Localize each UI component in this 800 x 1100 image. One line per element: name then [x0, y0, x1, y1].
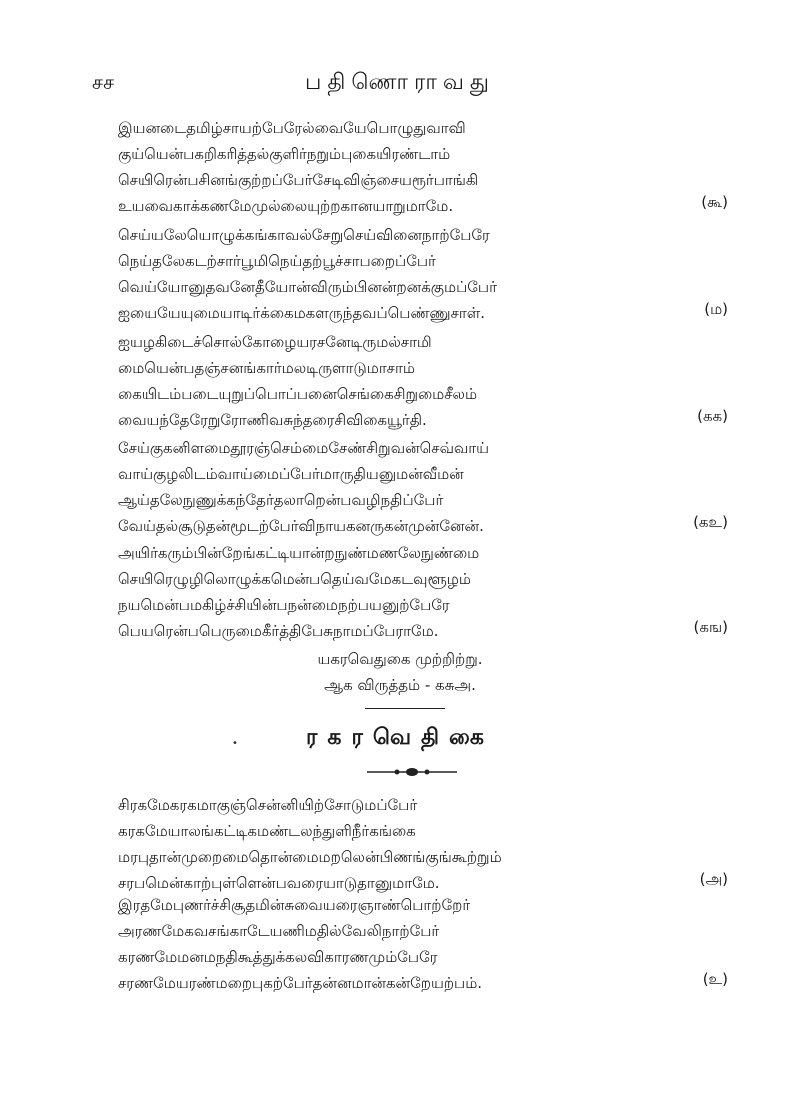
verse-line: வாய்குழலிடம்வாய்மைப்பேர்மாருதியனுமன்வீமன்	[118, 465, 464, 483]
verse	[118, 222, 728, 326]
page-header	[0, 70, 800, 100]
verse-line: செயிரென்பசினங்குற்றப்பேர்சேடிவிஞ்சையரூர்பாங்கி	[118, 171, 479, 189]
page-number: சச	[92, 70, 115, 94]
verse-number: (கங)	[693, 618, 728, 636]
verse-line: உயவைகாக்கணமேமுல்லையுற்றகானயாறுமாமே.	[118, 197, 454, 215]
section-title: ரகரவெதிகை	[306, 725, 494, 750]
verse-line: பெயரென்பபெருமைகீர்த்திபேசுநாமப்பேராமே.	[118, 622, 439, 640]
verse-line: கையிடம்படையுறுப்பொப்பனைசெங்கைசிறுமைசீலம்	[118, 385, 478, 403]
verse-line: நயமென்பமகிழ்ச்சியின்பநன்மைநற்பயனுற்பேரே	[118, 596, 450, 614]
verse-line: செயிரெழுழிலொழுக்கமென்பதெய்வமேகடவுளூழம்	[118, 570, 471, 588]
verse-line: செய்யலேயொழுக்கங்காவல்சேறுசெய்வினைநாற்பேரே	[118, 226, 490, 244]
verse-line: வெய்யோனுதவனேதீயோன்விரும்பினன்றனக்குமப்பேர்	[118, 278, 497, 296]
verse-line: சரபமென்காற்புள்ளென்பவரையாடுதானுமாமே.	[118, 874, 440, 892]
verse-line: வையந்தேரேறுரோணிவசுந்தரைசிவிகையூர்தி.	[118, 411, 427, 429]
bullet-dot: •	[232, 738, 238, 749]
verse-number: (கக)	[697, 407, 728, 425]
verse	[118, 115, 728, 219]
verse-line: மையென்பதஞ்சனங்கார்மலடிருளாடுமாசாம்	[118, 359, 415, 377]
verse-line: அரணமேகவசங்காடேயணிமதில்வேலிநாற்பேர்	[118, 922, 440, 940]
verse-line: கரணமேமனமநதிகூத்துக்கலவிகாரணமும்பேரே	[118, 948, 438, 966]
verse-line: சேய்குகனிளமைதூரஞ்செம்மைசேண்சிறுவன்செவ்வாய்	[118, 439, 490, 457]
running-title: பதிணொராவது	[305, 70, 495, 95]
colophon-end: யகரவெதுகை முற்றிற்று.	[317, 650, 483, 668]
colophon-verse-count: ஆக விருத்தம் - கசுஅ.	[324, 676, 476, 694]
verse-line: அயிர்கரும்பின்றேங்கட்டியான்றநுண்மணலேநுண்மை	[118, 544, 480, 562]
verse	[118, 792, 728, 896]
verse-line: நெய்தலேகடற்சார்பூமிநெய்தற்பூச்சாபறைப்பேர்	[118, 252, 436, 270]
verse-number: (ம)	[704, 300, 728, 318]
ornament-divider	[367, 765, 457, 779]
verse-number: (கூ)	[701, 193, 728, 211]
verse-line: ஆய்தலேநுணுக்கந்தேர்தலாறென்பவழிநதிப்பேர்	[118, 491, 444, 509]
verse	[118, 540, 728, 644]
verse-line: வேய்தல்சூடுதன்மூடற்பேர்விநாயகனருகன்முன்னேன்.	[118, 517, 484, 535]
verse-line: குய்யென்பகறிகரித்தல்குளிர்நறும்புகையிரண்டாம்	[118, 145, 451, 163]
verse-number: (அ)	[699, 870, 728, 888]
verse-line: ஐயழகிடைச்சொல்கோழையரசனேடிருமல்சாமி	[118, 333, 432, 351]
verse-line: இரதமேபுணர்ச்சிசூதமின்சுவையரைஞாண்பொற்றேர்	[118, 896, 471, 914]
verse-line: இயனடைதமிழ்சாயற்பேரேல்வையேபொழுதுவாவி	[118, 119, 466, 137]
verse-line: சரணமேயரண்மறைபுகற்பேர்தன்னமான்கன்றேயற்பம்.	[118, 974, 483, 992]
verse-line: சிரகமேகரகமாகுஞ்சென்னியிற்சோடுமப்பேர்	[118, 796, 418, 814]
divider-rule	[365, 708, 445, 709]
verse-line: மரபுதான்முறைமைதொன்மைமறலென்பிணங்குங்கூற்றும்	[118, 848, 502, 866]
verse-line: ஐயையேயுமையாடிர்க்கைமகளருந்தவப்பெண்ணுசாள்.	[118, 304, 486, 322]
verse	[118, 329, 728, 433]
verse	[118, 435, 728, 539]
verse-number: (கஉ)	[693, 513, 728, 531]
verse-number: (உ)	[702, 970, 728, 988]
verse	[118, 892, 728, 996]
verse-line: கரகமேயாலங்கட்டிகமண்டலந்துளிநீர்கங்கை	[118, 822, 416, 840]
